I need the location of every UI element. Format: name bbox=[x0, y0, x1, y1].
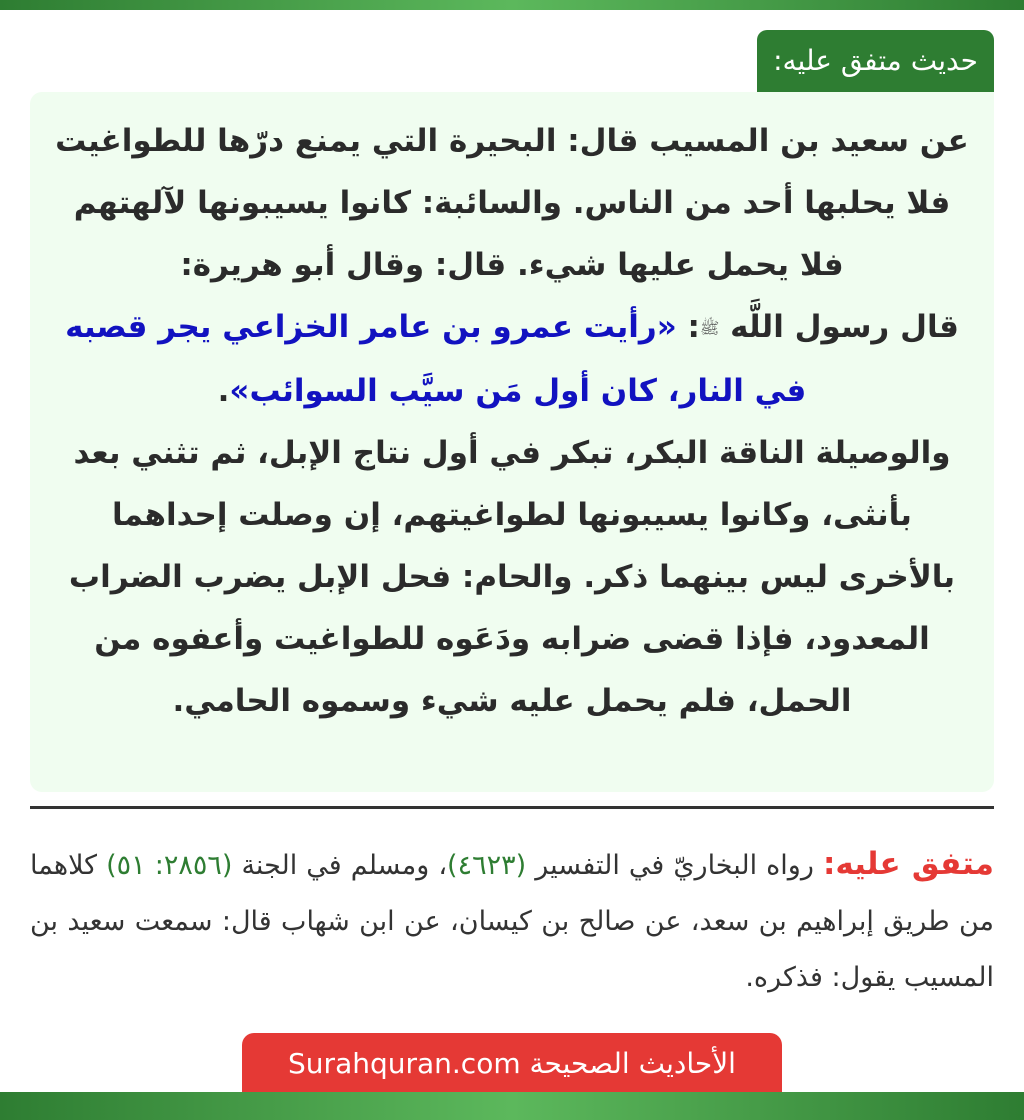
takhrij-text-1: رواه البخاريّ في التفسير bbox=[526, 850, 823, 881]
bottom-accent-bar bbox=[0, 1092, 1024, 1120]
prophet-quote: «رأيت عمرو بن عامر الخزاعي يجر قصبه في النار، كان أول مَن سيَّب السوائب» bbox=[65, 309, 807, 409]
hadith-prophet-line bbox=[52, 296, 972, 422]
muslim-ref: (٢٨٥٦: ٥١) bbox=[106, 850, 233, 881]
section-divider bbox=[30, 806, 994, 809]
bukhari-ref: (٤٦٢٣) bbox=[447, 850, 527, 881]
hadith-explanation: والوصيلة الناقة البكر، تبكر في أول نتاج الإبل، ثم تثني بعد بأنثى، وكانوا يسيبونها لطواغيتهم، إن وصلت إحداهما بالأخرى ليس بينهما ذكر. والحام: فحل الإبل يضرب الضراب المعدود، فإذا قضى ضرابه ودَعَوه للطواغيت وأعفوه من الحمل، فلم يحمل عليه شيء وسموه الحامي. bbox=[68, 434, 956, 719]
hadith-type-label: حديث متفق عليه: bbox=[757, 30, 994, 92]
quote-colon: : bbox=[676, 309, 700, 345]
takhrij-text-2: ، ومسلم في الجنة bbox=[232, 850, 448, 881]
hadith-text-box bbox=[30, 92, 994, 792]
prophet-intro: قال رسول اللَّه bbox=[730, 309, 959, 345]
quote-end: . bbox=[217, 372, 230, 409]
takhrij-text-3: كلاهما من طريق إبراهيم بن سعد، عن صالح بن كيسان، عن ابن شهاب قال: سمعت سعيد بن المسيب يقول: فذكره. bbox=[30, 850, 994, 993]
hadith-narration: عن سعيد بن المسيب قال: البحيرة التي يمنع درّها للطواغيت فلا يحلبها أحد من الناس. والسائبة: كانوا يسيبونها لآلهتهم فلا يحمل عليها شيء. قال: وقال أبو هريرة: bbox=[55, 123, 969, 283]
grade-label: متفق عليه: bbox=[822, 846, 995, 882]
salutation-glyph: ﷺ bbox=[699, 318, 720, 338]
takhrij-paragraph bbox=[30, 836, 994, 1006]
top-accent-bar bbox=[0, 0, 1024, 10]
site-badge[interactable]: الأحاديث الصحيحة Surahquran.com bbox=[242, 1033, 782, 1093]
